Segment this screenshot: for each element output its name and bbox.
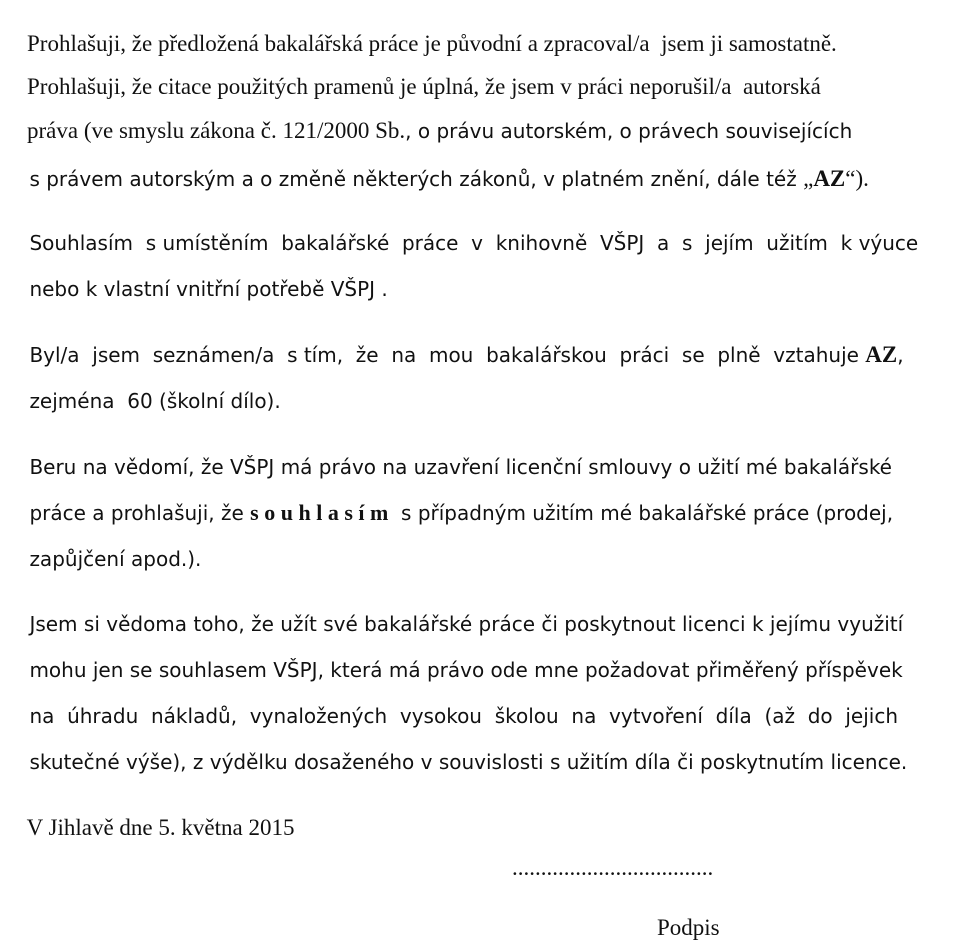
text: , xyxy=(897,343,904,367)
text: Beru na vědomí, že VŠPJ má právo na uzavření licenční smlouvy o užití mé bakalářské xyxy=(29,455,892,479)
text: V Jihlavě dne 5. května 2015 xyxy=(26,815,295,840)
text: Jsem si vědoma toho, že užít své bakalářské práce či poskytnout licenci k jejímu využití xyxy=(29,612,904,636)
quote-close: “). xyxy=(845,166,869,191)
text: zapůjčení apod.). xyxy=(29,547,202,571)
text: Prohlašuji, že předložená bakalářská práce je původní a zpracoval/a jsem ji samostatně. xyxy=(27,31,837,56)
text: mohu jen se souhlasem VŠPJ, která má právo ode mne požadovat přiměřený příspěvek xyxy=(29,658,903,682)
text: Souhlasím s umístěním bakalářské práce v knihovně VŠPJ a s jejím užitím k výuce xyxy=(29,231,919,255)
text: na úhradu nákladů, vynaložených vysokou školou na vytvoření díla (až do jejich xyxy=(29,704,899,728)
text: Prohlašuji, že citace použitých pramenů je úplná, že jsem v práci neporušil/a autorská xyxy=(27,74,821,99)
text: práva (ve smyslu zákona č. 121/2000 Sb. xyxy=(27,118,406,143)
az-abbreviation: AZ xyxy=(813,166,846,191)
az-abbreviation: AZ xyxy=(865,342,898,367)
text: nebo k vlastní vnitřní potřebě VŠPJ . xyxy=(29,277,388,301)
text: s právem autorským a o změně některých zákonů, v platném znění, dále též xyxy=(29,167,804,191)
signature-line: ................................... xyxy=(512,855,714,880)
text: Byl/a jsem seznámen/a s tím, že na mou bakalářskou práci se plně vztahuje xyxy=(29,343,866,367)
text: práce a prohlašuji, že xyxy=(29,501,251,525)
place-and-date xyxy=(4,786,294,870)
text: zejména 60 (školní dílo). xyxy=(29,389,281,413)
consent-emphasis: s o u h l a s í m xyxy=(250,500,389,525)
text: s případným užitím mé bakalářské práce (prodej, xyxy=(388,501,894,525)
text: , o právu autorském, o právech souvisejících xyxy=(405,119,853,143)
quote-open: „ xyxy=(803,166,814,191)
signature-label: Podpis xyxy=(657,915,720,940)
text: skutečné výše), z výdělku dosaženého v souvislosti s užitím díla či poskytnutím licence. xyxy=(29,750,908,774)
